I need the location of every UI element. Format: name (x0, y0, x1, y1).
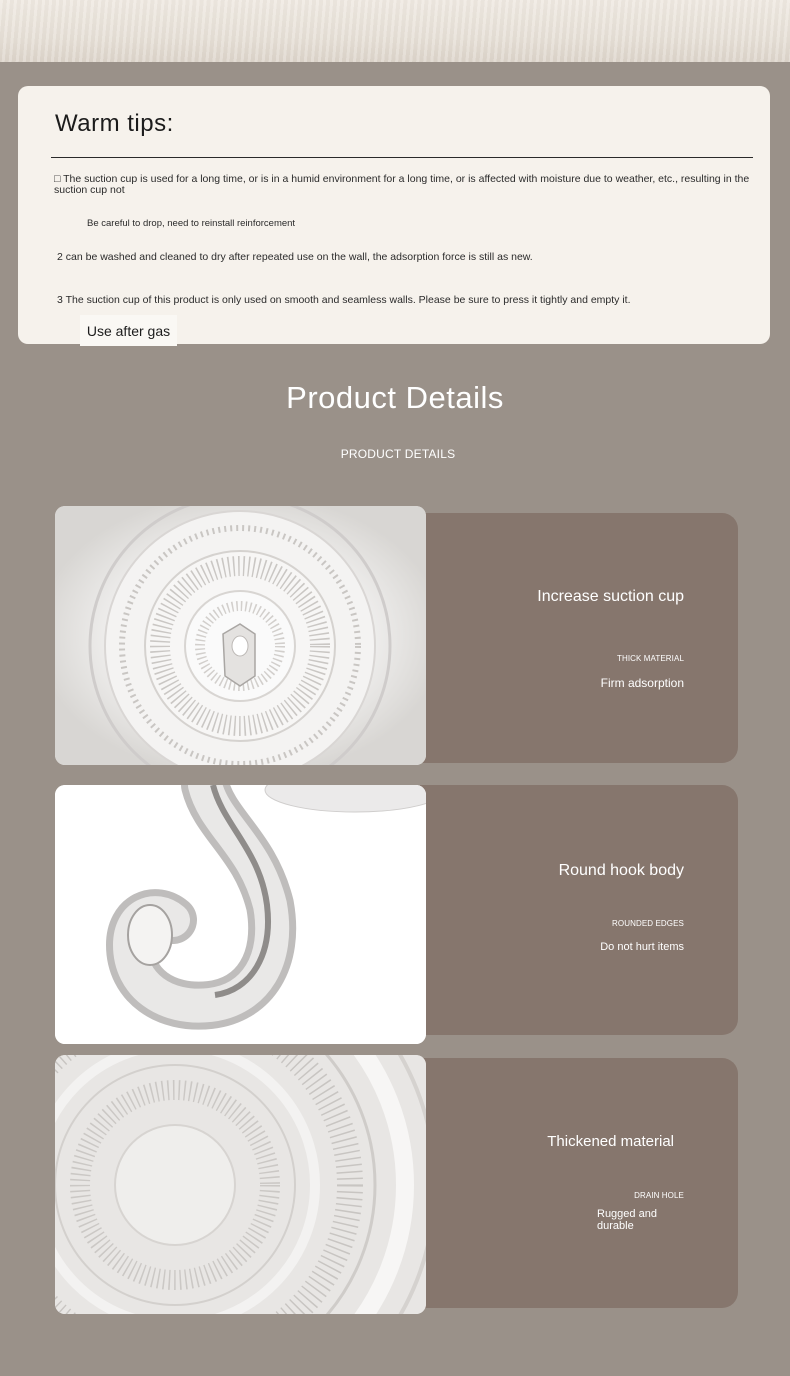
feature-desc: Do not hurt items (600, 941, 684, 953)
feature-title: Increase suction cup (537, 588, 684, 605)
top-texture-strip (0, 0, 790, 62)
feature-title: Thickened material (547, 1133, 674, 1150)
material-closeup-photo (55, 1055, 426, 1314)
feature-panel-suction-cup (420, 513, 738, 763)
feature-desc: Firm adsorption (600, 676, 684, 690)
feature-tag: DRAIN HOLE (634, 1191, 684, 1200)
suction-cup-photo (55, 506, 426, 765)
feature-panel-hook-body (420, 785, 738, 1035)
feature-tag: THICK MATERIAL (616, 654, 684, 663)
tip-item-1-continued: Be careful to drop, need to reinstall reinforcement (87, 218, 296, 229)
hook-body-photo (55, 785, 426, 1044)
tip-item-4: Use after gas (80, 315, 177, 346)
product-details-title: Product Details (286, 380, 504, 415)
feature-desc: Rugged and durable (597, 1208, 657, 1232)
product-details-subtitle: PRODUCT DETAILS (340, 447, 456, 461)
warm-tips-title: Warm tips: (55, 110, 174, 137)
feature-title: Round hook body (558, 862, 684, 879)
tip-item-3: 3 The suction cup of this product is only used on smooth and seamless walls. Please be sure to press it tightly and empty it. (57, 294, 631, 306)
feature-panel-material (420, 1058, 738, 1308)
tip-item-2: 2 can be washed and cleaned to dry after repeated use on the wall, the adsorption force is still as new. (57, 251, 533, 263)
feature-tag: ROUNDED EDGES (612, 919, 684, 928)
tips-divider (51, 157, 753, 158)
tip-item-1: □ The suction cup is used for a long time, or is in a humid environment for a long time, or is affected with moisture due to weather, etc., resulting in the suction cup not (54, 173, 750, 196)
warm-tips-card (18, 86, 770, 344)
